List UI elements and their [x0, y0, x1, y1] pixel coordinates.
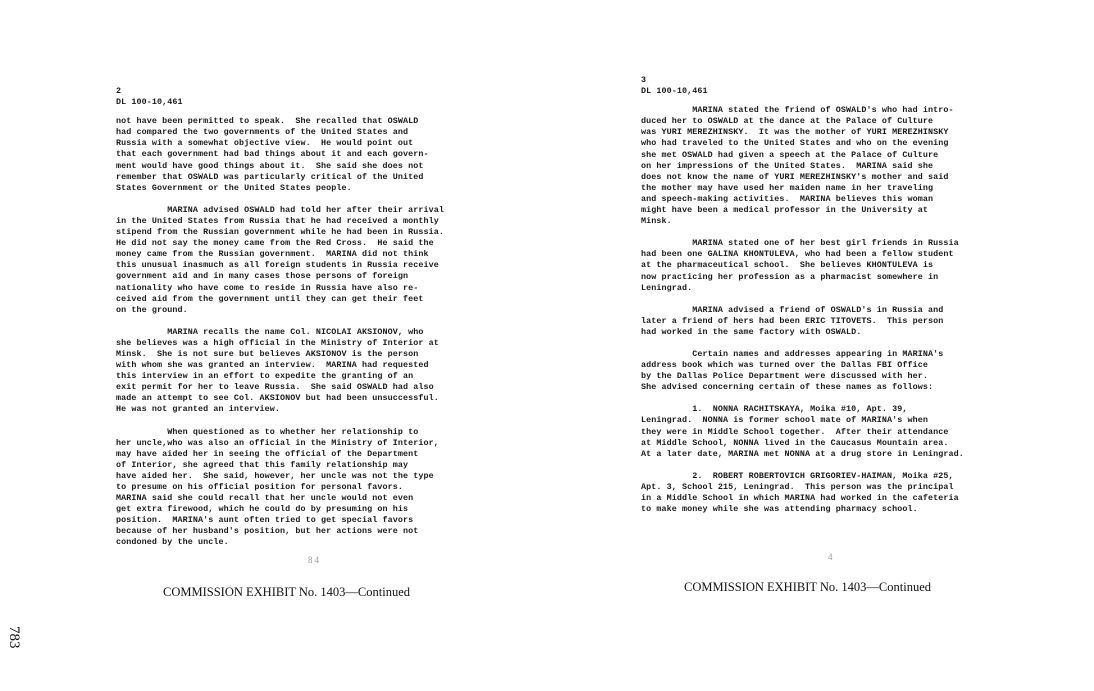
text-line: She advised concerning certain of these names as follows: — [641, 382, 934, 393]
text-line: address book which was turned over the Dallas FBI Office — [641, 360, 929, 371]
exhibit-caption: COMMISSION EXHIBIT No. 1403—Continued — [163, 585, 410, 599]
text-line: Leningrad. NONNA is former school mate of MARINA's when — [641, 415, 929, 426]
text-line: 1. NONNA RACHITSKAYA, Moika #10, Apt. 39, — [641, 404, 908, 415]
text-line: her uncle,who was also an official in the Ministry of Interior, — [116, 437, 439, 448]
file-number: DL 100-10,461 — [116, 97, 183, 108]
text-line: Apt. 3, School 215, Leningrad. This person was the principal — [641, 481, 954, 492]
text-line: 2. ROBERT ROBERTOVICH GRIGORIEV-HAIMAN, Moika #25, — [641, 470, 954, 481]
paragraph — [116, 205, 476, 316]
text-line: on her impressions of the United States. MARINA said she — [641, 160, 934, 171]
text-line: that each government had bad things about it and each govern- — [116, 149, 429, 160]
text-line: position. MARINA's aunt often tried to get special favors — [116, 515, 414, 526]
page-body — [116, 116, 476, 548]
text-line: she believes was a high official in the Ministry of Interior at — [116, 337, 439, 348]
text-line: government aid and in many cases those persons of foreign — [116, 271, 409, 282]
text-line: He was not granted an interview. — [116, 404, 281, 415]
text-line: have aided her. She said, however, her uncle was not the type — [116, 470, 434, 481]
text-line: condoned by the uncle. — [116, 537, 229, 548]
paragraph — [641, 349, 1001, 393]
text-line: had been one GALINA KHONTULEVA, who had been a fellow student — [641, 249, 954, 260]
text-line: had worked in the same factory with OSWALD. — [641, 326, 862, 337]
text-line: stipend from the Russian government while he had been in Russia. — [116, 227, 445, 238]
page-stamp: 4 — [828, 552, 835, 562]
text-line: remember that OSWALD was particularly critical of the United — [116, 171, 424, 182]
text-line: with whom she was granted an interview. MARINA had requested — [116, 360, 429, 371]
text-line: MARINA stated one of her best girl friends in Russia — [641, 238, 959, 249]
text-line: Leningrad. — [641, 282, 693, 293]
text-line: had compared the two governments of the United States and — [116, 127, 409, 138]
page-stamp: 84 — [308, 555, 321, 565]
text-line: now practicing her profession as a pharmacist somewhere in — [641, 271, 939, 282]
text-line: MARINA advised a friend of OSWALD's in Russia and — [641, 304, 944, 315]
text-line: to presume on his official position for personal favors. — [116, 482, 404, 492]
paragraph — [641, 305, 1001, 338]
text-line: MARINA advised OSWALD had told her after their arrival — [116, 204, 445, 215]
text-line: at Middle School, NONNA lived in the Caucasus Mountain area. — [641, 437, 949, 448]
text-line: money came from the Russian government. MARINA did not think — [116, 249, 429, 260]
text-line: in the United States from Russia that he had received a monthly — [116, 215, 439, 226]
text-line: might have been a medical professor in the University at — [641, 205, 929, 216]
text-line: made an attempt to see Col. AKSIONOV but had been unsuccessful. — [116, 393, 439, 404]
text-line: Minsk. — [641, 216, 672, 227]
text-line: and speech-making activities. MARINA believes this woman — [641, 193, 934, 204]
volume-page-number: 783 — [6, 626, 22, 649]
paragraph — [641, 238, 1001, 293]
text-line: does not know the name of YURI MEREZHINSKY's mother and said — [641, 171, 949, 182]
text-line: this interview in an effort to expedite the granting of an — [116, 371, 414, 382]
text-line: she met OSWALD had given a speech at the Palace of Culture — [641, 149, 939, 160]
paragraph — [641, 471, 1001, 515]
text-line: Certain names and addresses appearing in MARINA's — [641, 348, 944, 359]
text-line: was YURI MEREZHINSKY. It was the mother of YURI MEREZHINSKY — [641, 127, 949, 138]
text-line: in a Middle School in which MARINA had worked in the cafeteria — [641, 493, 959, 503]
paragraph — [116, 427, 476, 549]
paragraph — [641, 404, 1001, 459]
text-line: States Government or the United States people. — [116, 182, 352, 193]
left-page — [116, 86, 476, 560]
paragraph — [116, 327, 476, 416]
text-line: later a friend of hers had been ERIC TITOVETS. This person — [641, 315, 944, 326]
text-line: Minsk. She is not sure but believes AKSIONOV is the person — [116, 348, 419, 359]
text-line: not have been permitted to speak. She recalled that OSWALD — [116, 116, 419, 127]
text-line: Russia with a somewhat objective view. He would point out — [116, 138, 414, 149]
text-line: of Interior, she agreed that this family relationship may — [116, 459, 409, 470]
text-line: He did not say the money came from the Red Cross. He said the — [116, 238, 434, 249]
text-line: ceived aid from the government until they can get their feet — [116, 293, 424, 304]
text-line: MARINA stated the friend of OSWALD's who had intro- — [641, 105, 954, 116]
text-line: by the Dallas Police Department were discussed with her. — [641, 371, 929, 382]
text-line: nationality who have come to reside in Russia have also re- — [116, 282, 419, 293]
text-line: this unusual inasmuch as all foreign students in Russia receive — [116, 260, 439, 271]
text-line: may have aided her in seeing the official of the Department — [116, 448, 419, 459]
text-line: on the ground. — [116, 304, 188, 315]
text-line: they were in Middle School together. After their attendance — [641, 426, 949, 437]
exhibit-caption: COMMISSION EXHIBIT No. 1403—Continued — [684, 580, 931, 594]
text-line: duced her to OSWALD at the dance at the Palace of Culture — [641, 116, 934, 127]
text-line: at the pharmaceutical school. She believes KHONTULEVA is — [641, 260, 934, 271]
text-line: the mother may have used her maiden name in her traveling — [641, 182, 934, 193]
right-page — [641, 75, 1001, 526]
text-line: get extra firewood, which he could do by presuming on his — [116, 504, 409, 515]
file-number: DL 100-10,461 — [641, 86, 708, 97]
text-line: who had traveled to the United States and who on the evening — [641, 138, 949, 149]
paragraph — [641, 105, 1001, 227]
page-number: 3 — [641, 75, 647, 85]
text-line: MARINA recalls the name Col. NICOLAI AKSIONOV, who — [116, 326, 424, 337]
text-line: ment would have good things about it. She said she does not — [116, 160, 424, 171]
text-line: MARINA said she could recall that her uncle would not even — [116, 493, 414, 504]
page-number: 2 — [116, 86, 122, 96]
text-line: to make money while she was attending pharmacy school. — [641, 504, 918, 515]
page-body — [641, 105, 1001, 515]
paragraph — [116, 116, 476, 194]
text-line: At a later date, MARINA met NONNA at a drug store in Leningrad. — [641, 448, 964, 459]
text-line: because of her husband's position, but her actions were not — [116, 526, 419, 537]
text-line: When questioned as to whether her relationship to — [116, 426, 419, 437]
text-line: exit permit for her to leave Russia. She said OSWALD had also — [116, 382, 434, 393]
